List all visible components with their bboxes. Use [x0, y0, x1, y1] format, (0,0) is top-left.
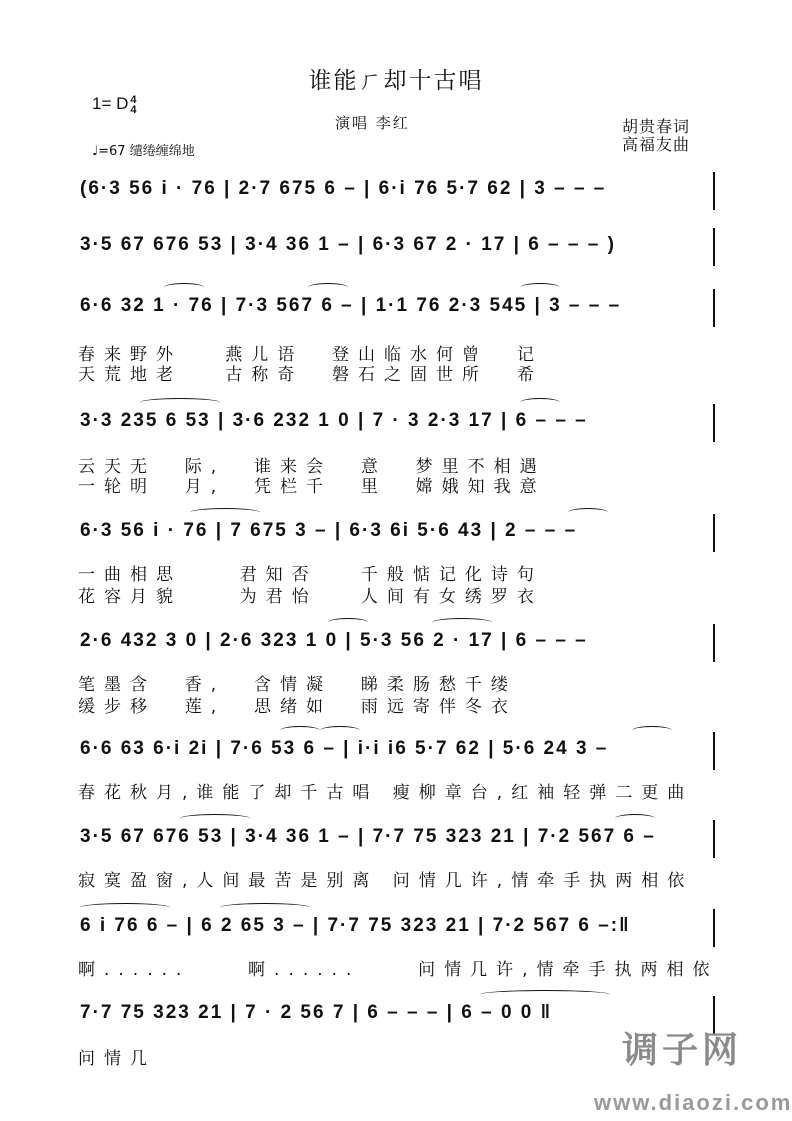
- barline: [713, 732, 715, 770]
- notation-line: 3·3 235 6 53 | 3·6 232 1 0 | 7 · 3 2·3 17 | 6 – – –: [80, 410, 588, 431]
- barline: [713, 404, 715, 442]
- song-title: 谁能ㄏ却十古唱: [308, 68, 484, 94]
- score-row-1: [80, 178, 715, 218]
- lyric-line: 春花秋月,谁能了却千古唱 瘦柳章台,红袖轻弹二更曲: [78, 783, 694, 803]
- barline: [713, 624, 715, 662]
- barline: [713, 289, 715, 327]
- lyric-verse-1: 云天无 际, 谁来会 意 梦里不相遇: [78, 457, 546, 477]
- singer-credit: 演唱 李红: [335, 114, 410, 132]
- key-label: 1= D: [92, 94, 129, 113]
- lyric-verse-2: 缓步移 莲, 思绪如 雨远寄伴冬衣: [78, 697, 517, 717]
- slur: [520, 283, 560, 292]
- watermark-url: www.diaozi.com: [594, 1090, 792, 1115]
- barline: [713, 228, 715, 266]
- score-row-3: [80, 295, 715, 335]
- key-signature: [92, 94, 137, 115]
- barline: [713, 172, 715, 210]
- lyric-line: 问情几: [78, 1049, 156, 1069]
- slur: [280, 726, 320, 735]
- score-row-6: [80, 630, 715, 670]
- score-row-10: [80, 1002, 715, 1042]
- lyric-verse-1: 春来野外 燕儿语 登山临水何曾 记: [78, 345, 543, 365]
- notation-line: 6·3 56 i · 76 | 7 675 3 – | 6·3 6i 5·6 43 | 2 – – –: [80, 520, 578, 541]
- slur: [220, 903, 310, 912]
- score-row-4: [80, 410, 715, 450]
- lyric-verse-1: 笔墨含 香, 含情凝 睇柔肠愁千缕: [78, 675, 517, 695]
- slur: [308, 283, 348, 292]
- barline: [713, 820, 715, 858]
- slur: [190, 508, 260, 517]
- lyricist-credit: 胡贵春词: [622, 117, 691, 136]
- notation-line: 3·5 67 676 53 | 3·4 36 1 – | 6·3 67 2 · 17 | 6 – – – ): [80, 234, 616, 255]
- score-row-7: [80, 738, 715, 778]
- notation-line: 2·6 432 3 0 | 2·6 323 1 0 | 5·3 56 2 · 17 | 6 – – –: [80, 630, 588, 651]
- barline: [713, 514, 715, 552]
- slur: [568, 508, 608, 517]
- notation-line: 6·6 32 1 · 76 | 7·3 567 6 – | 1·1 76 2·3 545 | 3 – – –: [80, 295, 622, 316]
- time-signature: [130, 95, 136, 115]
- slur: [432, 618, 492, 627]
- slur: [615, 814, 655, 823]
- time-sig-top: 4: [130, 93, 137, 106]
- slur: [180, 814, 250, 823]
- notation-line: 6·6 63 6·i 2i | 7·6 53 6 – | i·i i6 5·7 62 | 5·6 24 3 –: [80, 738, 609, 759]
- slur: [80, 903, 170, 912]
- tie: [480, 990, 610, 999]
- slur: [328, 618, 368, 627]
- lyric-verse-2: 一轮明 月, 凭栏千 里 嫦娥知我意: [78, 477, 546, 497]
- notation-line: 6 i 76 6 – | 6 2 65 3 – | 7·7 75 323 21 | 7·2 567 6 –:‖: [80, 915, 631, 936]
- tempo-marking: ♩=67 缱绻缠绵地: [92, 144, 195, 159]
- lyric-verse-2: 天荒地老 古称奇 磐石之固世所 希: [78, 365, 543, 385]
- watermark-logo: 调子网: [622, 1030, 743, 1071]
- notation-line: 3·5 67 676 53 | 3·4 36 1 – | 7·7 75 323 21 | 7·2 567 6 –: [80, 826, 656, 847]
- slur: [632, 726, 672, 735]
- lyric-line: 寂寞盈窗,人间最苦是别离 问情几许,情牵手执两相依: [78, 871, 694, 891]
- lyric-verse-1: 一曲相思 君知否 千般惦记化诗句: [78, 565, 543, 585]
- notation-line: 7·7 75 323 21 | 7 · 2 56 7 | 6 – – – | 6 – 0 0 ‖: [80, 1002, 553, 1023]
- slur: [320, 726, 360, 735]
- time-sig-bottom: 4: [130, 103, 137, 116]
- score-row-9: [80, 915, 715, 955]
- slur: [520, 398, 560, 407]
- lyric-line: 啊...... 啊...... 问情几许,情牵手执两相依: [78, 960, 719, 980]
- score-row-5: [80, 520, 715, 560]
- lyric-verse-2: 花容月貌 为君怡 人间有女绣罗衣: [78, 587, 543, 607]
- barline: [713, 909, 715, 947]
- composer-credit: 高福友曲: [622, 135, 691, 154]
- slur: [164, 283, 204, 292]
- score-row-8: [80, 826, 715, 866]
- slur: [140, 398, 220, 407]
- score-row-2: [80, 234, 715, 274]
- notation-line: (6·3 56 i · 76 | 2·7 675 6 – | 6·i 76 5·7 62 | 3 – – –: [80, 178, 607, 199]
